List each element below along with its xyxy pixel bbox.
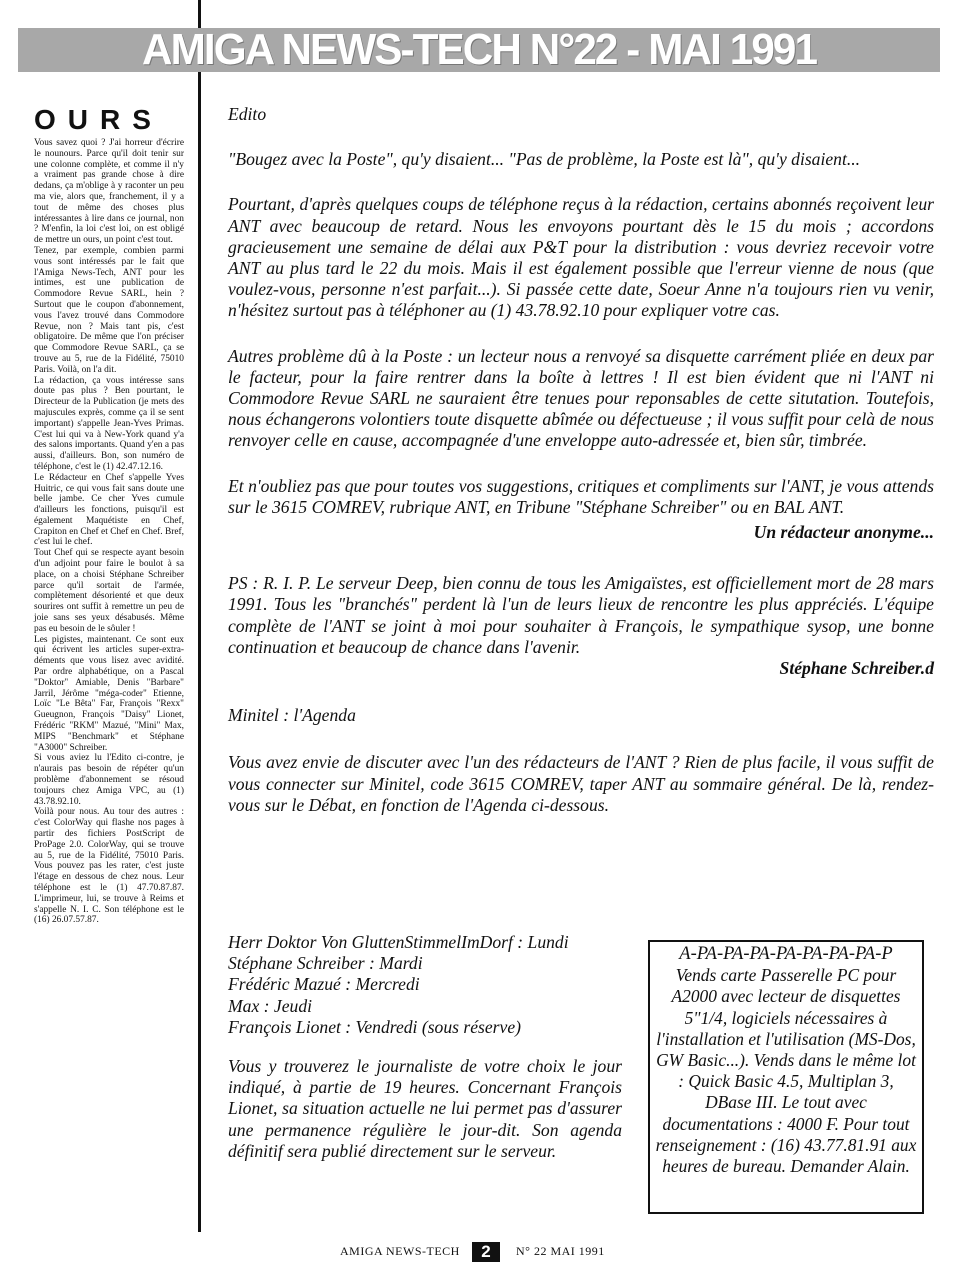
ours-paragraph: Les pigistes, maintenant. Ce sont eux qui écrivent les articles super-extra-déments que vous lisez avec avidité. Par ordre alphabétique, on a Pascal "Doktor" Amiable, Denis "Barbare" Jarril, Jérôme "méga-coder" Etienne, Loïc "Le Bêta" Far, François "Rexx" Gueugnon, François "Daisy" Lionet, Frédéric "RKM" Mazué, "Mini" Max, MIPS "Benchmark" et Stéphane "A3000" Schreiber. [34,634,184,753]
ours-paragraph: Tout Chef qui se respecte ayant besoin d'un adjoint pour faire le boulot à sa place, on a choisi Stéphane Schreiber parce qu'il sortait de l'armée, complètement désorienté et que deux sourires ont suffit à remettre un peu de joie sans ses yeux désabusés. Même pas eu besoin de le sôuler ! [34,548,184,634]
edito-quote: "Bougez avec la Poste", qu'y disaient... "Pas de problème, la Poste est là", qu'y disaient... [228,149,861,170]
edito-signature: Un rédacteur anonyme... [753,522,934,543]
ours-paragraph: Le Rédacteur en Chef s'appelle Yves Huitric, ce qui vous fait sans doute une belle jambe. Ce cher Yves cumule d'ailleurs les fonctions, puisqu'il est également Maquétiste en Chef, Crapiton en Chef et Chef en Chef. Bref, c'est lui le chef. [34,472,184,548]
footer-issue: N° 22 MAI 1991 [516,1244,605,1258]
ours-paragraph: Tenez, par exemple, combien parmi vous sont intéressés par le fait que l'Amiga News-Tech, ANT pour les intimes, est une publication de Commodore Revue SARL, hein ? Surtout que le coupon d'abonnement, vous l'avez trouvé dans Commodore Revue, non ? Mais tant pis, c'est obligatoire. De même que l'on préciser que Commodore Revue SARL, ça se trouve au 5, rue de la Fidélité, 75010 Paris. Voilà, on l'a dit. [34,245,184,375]
ours-paragraph: La rédaction, ça vous intéresse sans doute pas plus ? Ben pourtant, le Directeur de la Publication (je mets des majuscules exprès, comme ça il se sent important) s'appelle Jean-Yves Primas. C'est lui qui va à New-York quand y'a des salons importants. Quand y'en a pas aussi, d'ailleurs. Bon, son numéro de téléphone, c'est le (1) 42.47.12.16. [34,375,184,472]
edito-article [228,104,934,816]
classified-ad-text: Vends carte Passerelle PC pour A2000 avec lecteur de disquettes 5"1/4, logiciels nécessaires à l'installation et l'utilisation (MS-Dos, GW Basic...). Vends dans le même lot : Quick Basic 4.5, Multiplan 3, DBase III. Le tout avec documentations : 4000 F. Pour tout renseignement : (16) 43.77.81.91 aux heures de bureau. Demander Alain. [655,965,917,1177]
agenda-schedule [228,932,624,1038]
agenda-entry: Herr Doktor Von GluttenStimmelImDorf : Lundi [228,932,569,952]
masthead-title: AMIGA NEWS-TECH N°22 - MAI 1991 [141,25,816,74]
ps-signature: Stéphane Schreiber.d [779,658,934,679]
edito-paragraph-1: Pourtant, d'après quelques coups de téléphone reçus à la rédaction, certains abonnés reçoivent leur ANT avec beaucoup de retard. Nous les envoyons pourtant dès le 15 du mois ; accordons gracieusement une semaine de délai aux P&T pour la distribution : vous devriez recevoir votre ANT au plus tard le 22 du mois. Mais il est également possible que l'erreur vienne de nous (que voulez-vous, personne n'est parfait...). Si passée cette date, Soeur Anne n'a toujours rien vu venir, n'hésitez surtout pas à téléphoner au (1) 43.78.92.10 pour expliquer votre cas. [228,194,934,321]
agenda-entry: Max : Jeudi [228,995,313,1016]
column-divider [198,0,201,1232]
masthead-banner [18,25,940,74]
page-number: 2 [472,1242,500,1262]
classified-ad [648,940,924,1214]
ours-heading: OURS [34,104,163,135]
edito-heading: Edito [228,104,267,124]
edito-ps: PS : R. I. P. Le serveur Deep, bien connu de tous les Amigaïstes, est officiellement mort de 28 mars 1991. Tous les "branchés" perdent là l'un de leurs lieux de rencontre les plus appréciés. L'équipe complète de l'ANT se joint à moi pour souhaiter à François, le sympathique sysop, une bonne continuation et beaucoup de chance dans l'avenir. [228,573,934,657]
footer-publication: AMIGA NEWS-TECH [340,1244,460,1258]
agenda-note: Vous y trouverez le journaliste de votre choix le jour indiqué, à partie de 19 heures. Concernant François Lionet, sa situation actuelle ne lui permet pas d'assurer une permanence régulière le jour-dit. Son agenda définitif sera publié directement sur le serveur. [228,1056,622,1161]
minitel-heading: Minitel : l'Agenda [228,705,356,726]
edito-paragraph-2: Autres problème dû à la Poste : un lecteur nous a renvoyé sa disquette carrément pliée en deux par le facteur, pour la faire rentrer dans la boîte à lettres ! Il est bien évident que ni l'ANT ni Commodore Revue SARL ne sauraient être tenues pour reponsables de cette situtation. Toutefois, nous échangerons volontiers toute disquette abîmée ou défectueuse ; il vous suffit pour celà de nous renvoyer celle en cause, accompagnée d'une enveloppe auto-adressée et, bien sûr, timbrée. [228,345,934,451]
ours-paragraph: Si vous aviez lu l'Edito ci-contre, je n'aurais pas besoin de répéter qu'un problème d'abonnement se résoud toujours chez Amiga VPC, au (1) 43.78.92.10. [34,753,184,807]
ours-paragraph: Vous savez quoi ? J'ai horreur d'écrire le nounours. Parce qu'il doit tenir sur une colonne complète, et comme il n'y a vraiment pas grande chose à dire dedans, ça m'oblige à y raconter un peu ma vie, alors que, franchement, il y a tout de même des choses plus intéressantes à lire dans ce journal, non ? M'enfin, la loi c'est loi, on est obligé de mettre un ours, un point c'est tout. [34,138,184,246]
edito-paragraph-3: Et n'oubliez pas que pour toutes vos suggestions, critiques et compliments sur l'ANT, je vous attends sur le 3615 COMREV, rubrique ANT, en Tribune "Stéphane Schreiber" ou en BAL ANT. [228,475,934,517]
minitel-intro: Vous avez envie de discuter avec l'un des rédacteurs de l'ANT ? Rien de plus facile, il vous suffit de vous connecter sur Minitel, code 3615 COMREV, taper ANT au sommaire général. De là, rendez-vous sur le Débat, en fonction de l'Agenda ci-dessous. [228,752,934,815]
ours-paragraph: Voilà pour nous. Au tour des autres : c'est ColorWay qui flashe nos pages à partir des fichiers PostScript de ProPage 2.0. ColorWay, qui se trouve au 5, rue de la Fidélité, 75010 Paris. Vous pouvez pas les rater, c'est juste l'étage en dessous de chez nous. Leur téléphone est le (1) 47.70.87.87. L'imprimeur, lui, se trouve à Reims et s'appelle N. I. C. Son téléphone est le (16) 26.07.57.87. [34,807,184,926]
agenda-entry: François Lionet : Vendredi (sous réserve) [228,1016,522,1037]
agenda-entry: Stéphane Schreiber : Mardi [228,953,423,974]
agenda-entry: Frédéric Mazué : Mercredi [228,974,420,995]
classified-ad-title: A-PA-PA-PA-PA-PA-PA-PA-P [679,944,893,964]
ours-column [34,138,184,926]
page-footer [0,1242,962,1262]
